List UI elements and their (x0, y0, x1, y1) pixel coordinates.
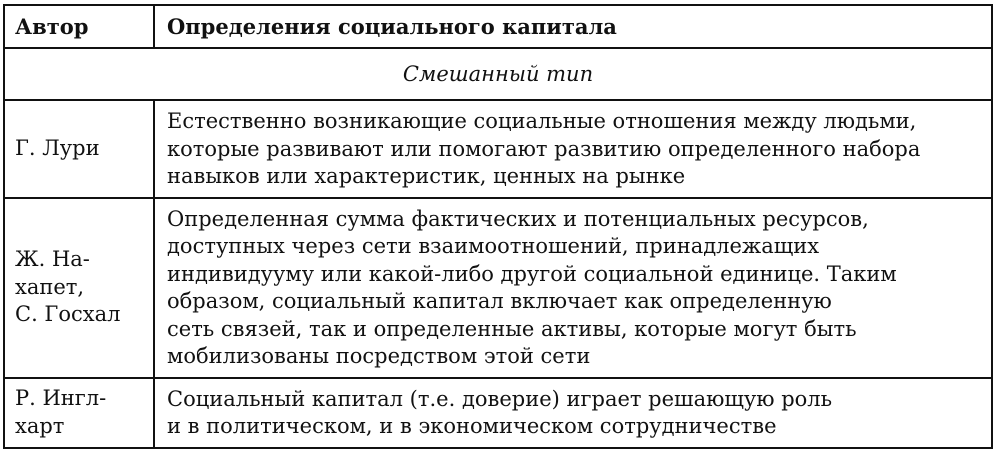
header-author: Автор (5, 6, 155, 47)
author-cell (5, 101, 155, 197)
table-row (5, 99, 991, 197)
section-title: Смешанный тип (402, 62, 594, 86)
section-row (5, 47, 991, 99)
author-name: Г. Лури (15, 136, 100, 160)
author-cell (5, 379, 155, 447)
definition-cell: Определенная сумма фактических и потенциальных ресурсов, доступных через сети взаимоотношений, принадлежащих индивидууму или какой-либо другой социальной единице. Таким образом, социальный капитал включает как определенную сеть связей, так и определенные активы, которые могут быть мобилизованы посредством этой сети (167, 206, 897, 368)
table-row (5, 377, 991, 447)
social-capital-definitions-table (3, 4, 993, 449)
definition-cell: Социальный капитал (т.е. доверие) играет решающую роль и в политическом, и в экономическом сотрудничестве (167, 386, 833, 438)
author-name: Ж. На- хапет, С. Госхал (15, 247, 121, 327)
header-definition: Определения социального капитала (167, 14, 617, 39)
author-name: Р. Ингл- харт (15, 386, 107, 438)
definition-cell: Естественно возникающие социальные отношения между людьми, которые развивают или помогают развитию определенного набора навыков или характеристик, ценных на рынке (167, 109, 921, 188)
table-header-row (5, 6, 991, 47)
table-row (5, 197, 991, 377)
author-cell (5, 199, 155, 377)
